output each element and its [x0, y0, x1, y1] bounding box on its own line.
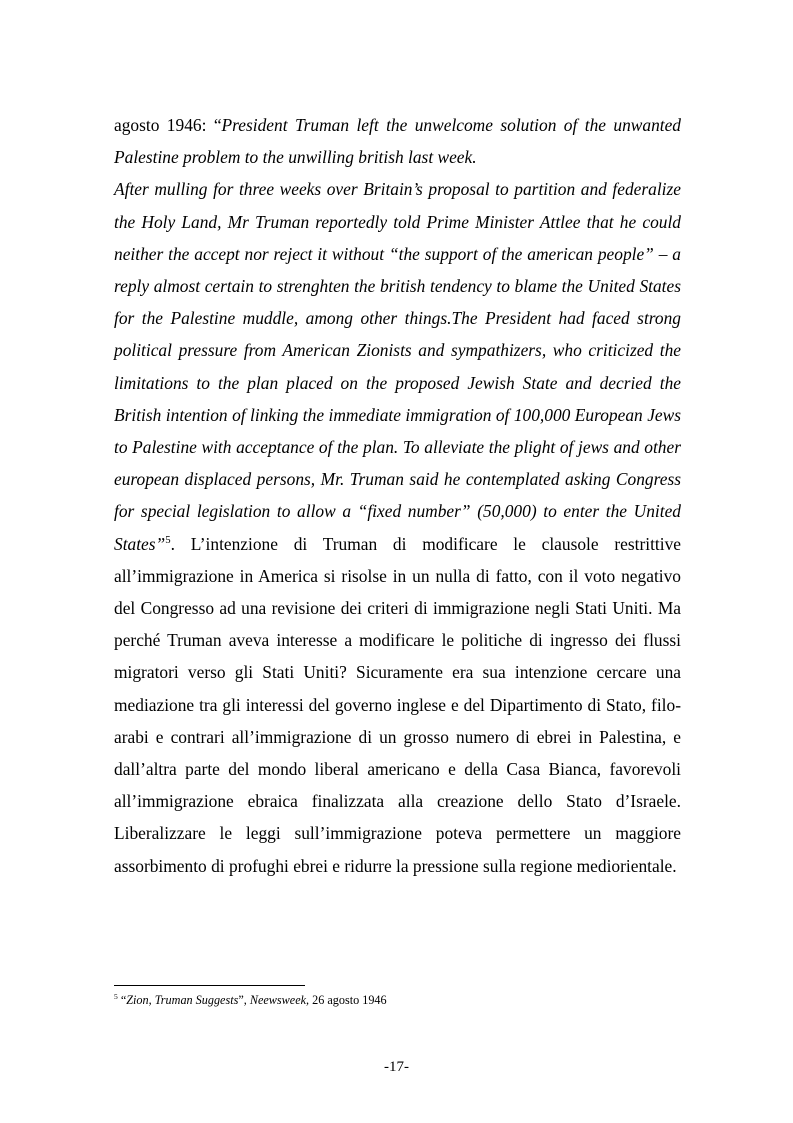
- footnote-date: 26 agosto 1946: [309, 993, 387, 1007]
- footnote-open-quote: “: [117, 993, 127, 1007]
- paragraph-continuation: . L’intenzione di Truman di modificare le clausole restrittive all’immigrazione in America si risolse in un nulla di fatto, con il voto negativo del Congresso ad una revisione dei criteri di immigrazione negli Stati Uniti. Ma perché Truman aveva interesse a modificare le politiche di ingresso dei flussi migratori verso gli Stati Uniti? Sicuramente era sua intenzione cercare una mediazione tra gli interessi del governo inglese e del Dipartimento di Stato, filo-arabi e contrari all’immigrazione di un grosso numero di ebrei in Palestina, e dall’altra parte del mondo liberal americano e della Casa Bianca, favorevoli all’immigrazione ebraica finalizzata alla creazione dello Stato d’Israele. Liberalizzare le leggi sull’immigrazione poteva permettere un maggiore assorbimento di profughi ebrei e ridurre la pressione sulla regione mediorientale.: [114, 533, 681, 876]
- page-number: -17-: [384, 1059, 409, 1075]
- paragraph-lead: agosto 1946: “: [114, 115, 222, 135]
- footnote-number: 5: [114, 991, 118, 1001]
- footnote-source: Neewsweek,: [249, 993, 310, 1007]
- footnote-separator-text: ”,: [238, 993, 250, 1007]
- footnote-title: Zion, Truman Suggests: [126, 993, 239, 1007]
- quote-body: After mulling for three weeks over Britain’s proposal to partition and federalize the Holy Land, Mr Truman reportedly told Prime Minister Attlee that he could neither the accept nor reject it without “the support of the american people” – a reply almost certain to strenghten the british tendency to blame the United States for the Palestine muddle, among other things.The President had faced strong political pressure from American Zionists and sympathizers, who criticized the limitations to the plan placed on the proposed Jewish State and decried the British intention of linking the immediate immigration of 100,000 European Jews to Palestine with acceptance of the plan. To alleviate the plight of jews and other european displaced persons, Mr. Truman said he contemplated asking Congress for special legislation to allow a “fixed number” (50,000) to enter the United States”: [114, 179, 681, 554]
- body-paragraph: [114, 109, 681, 882]
- footnote-reference[interactable]: 5: [165, 533, 171, 546]
- footnote: [114, 991, 681, 1009]
- quote-first-sentence: President Truman left the unwelcome solution of the unwanted Palestine problem to the unwilling british last week.: [114, 115, 682, 168]
- footnote-separator: [114, 985, 305, 986]
